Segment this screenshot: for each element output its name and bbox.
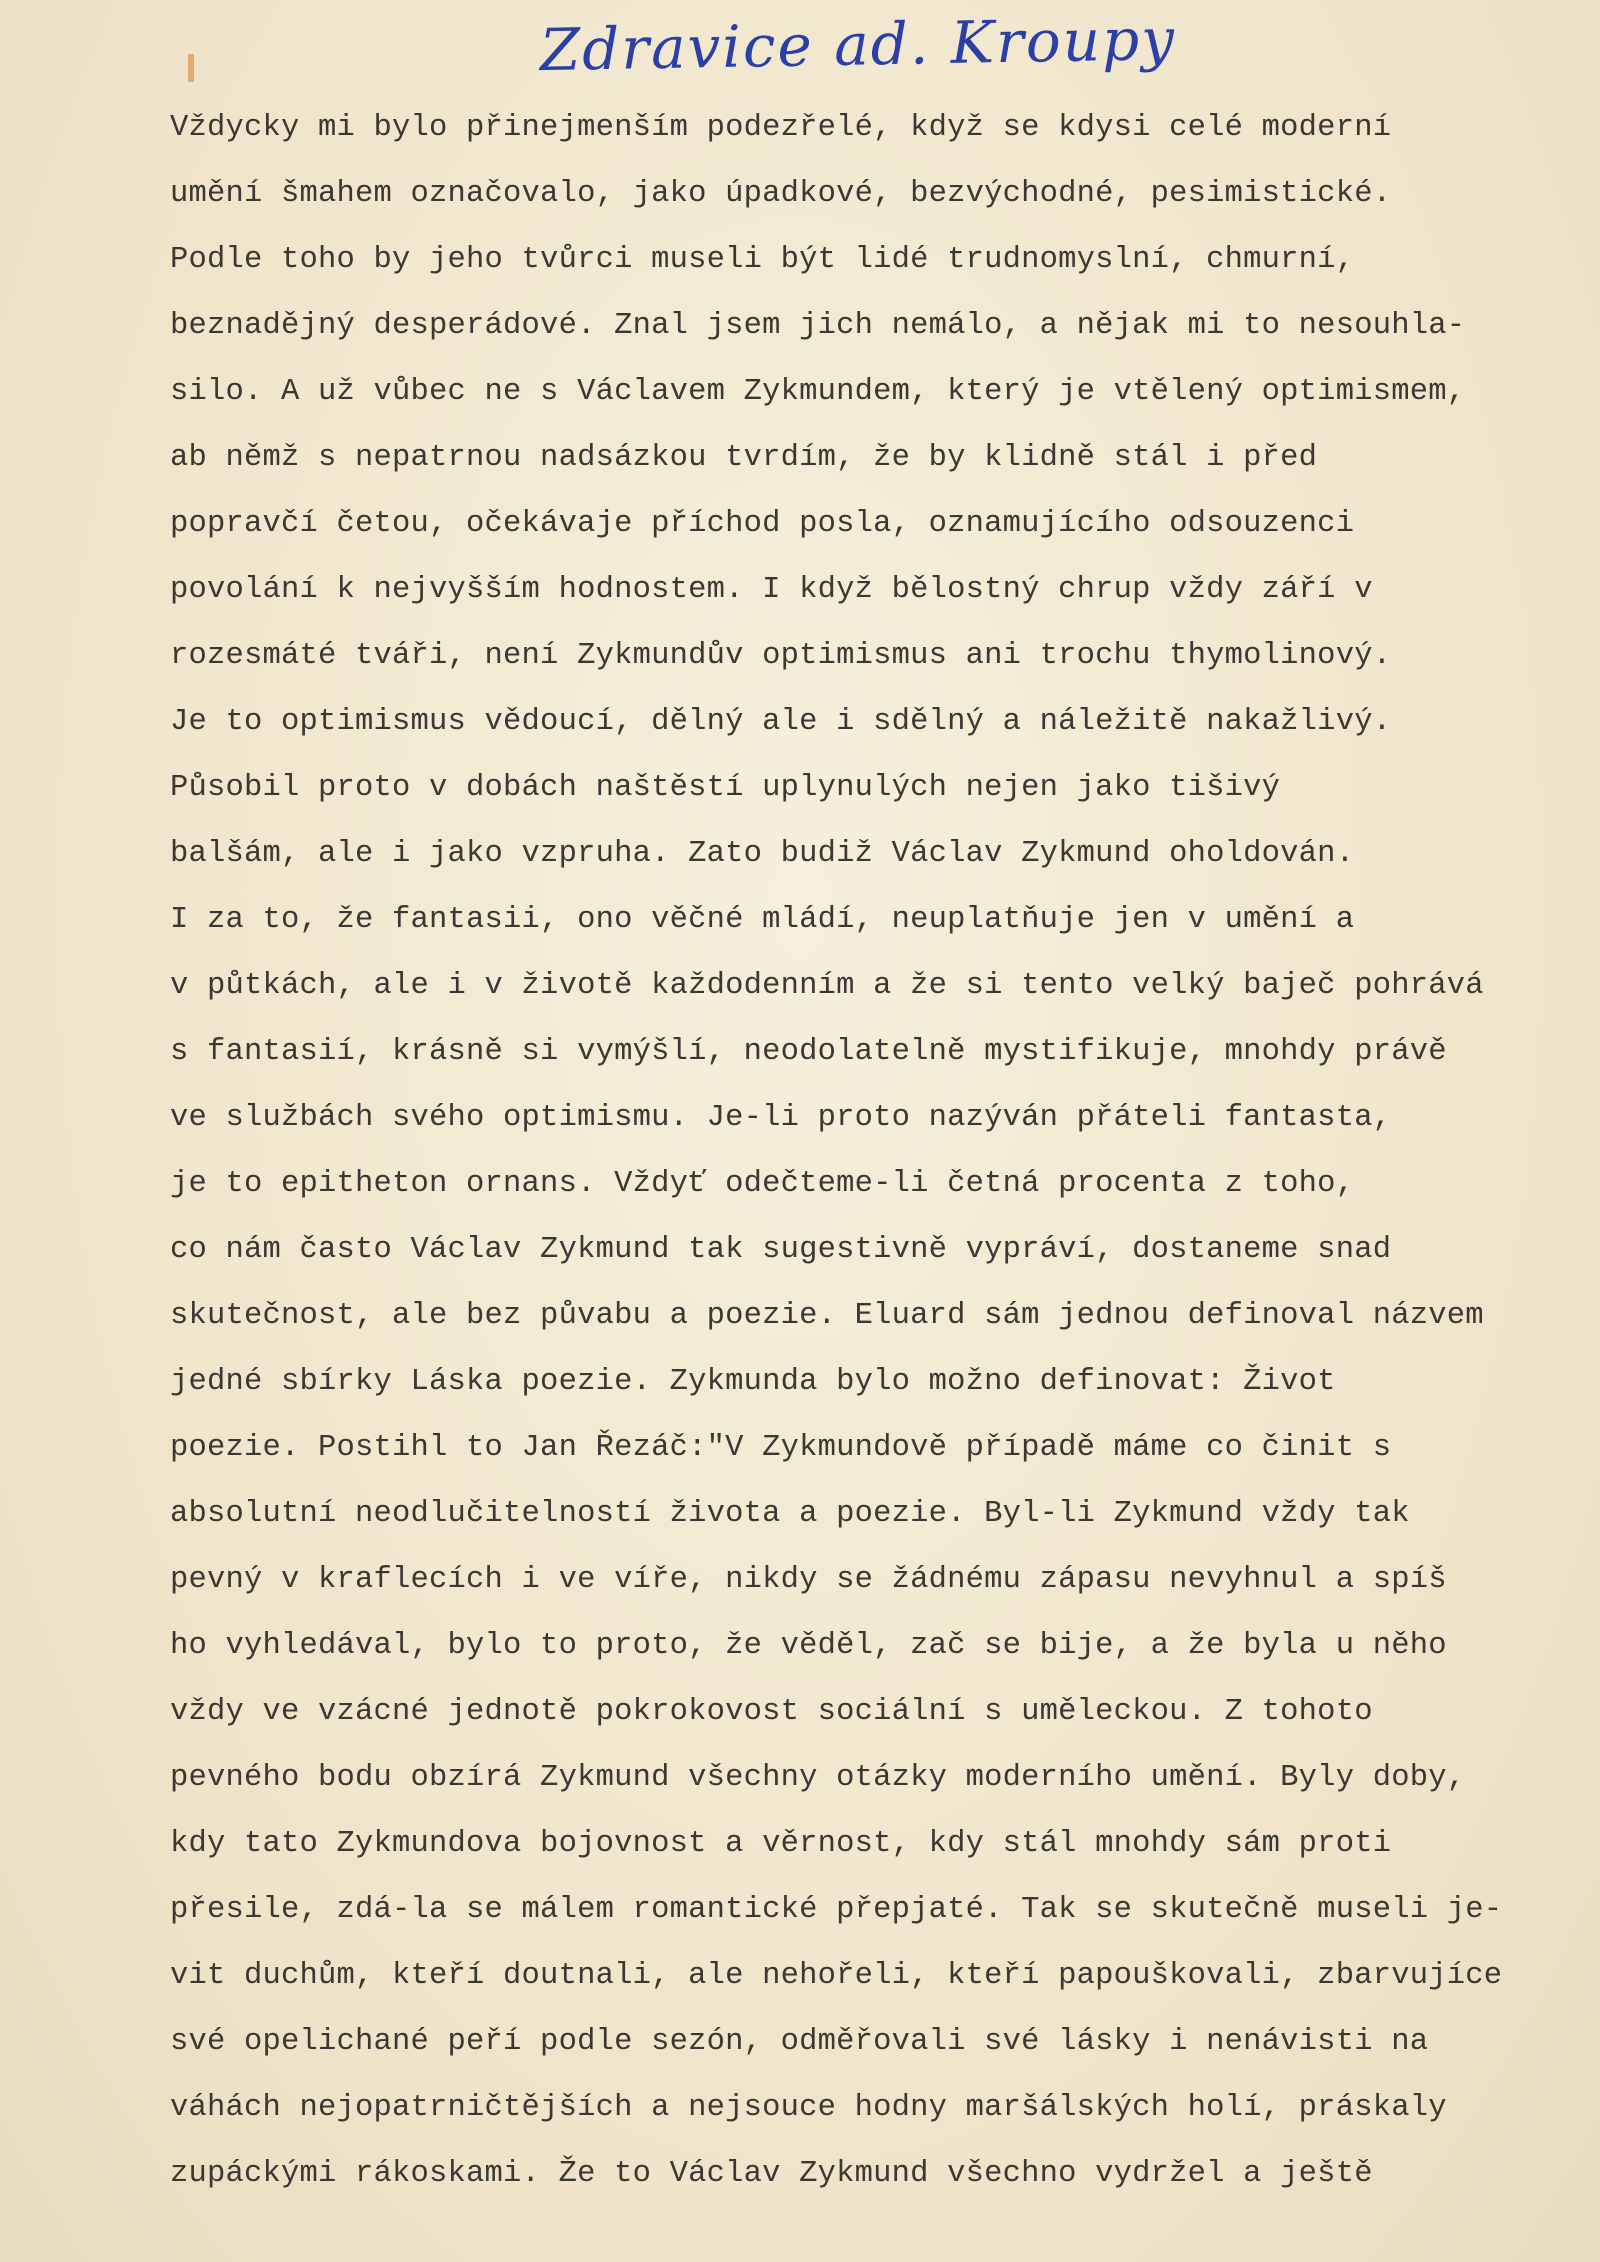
text-line: Je to optimismus vědoucí, dělný ale i sdělný a náležitě nakažlivý. [170,705,1392,739]
text-line: absolutní neodlučitelností života a poezie. Byl-li Zykmund vždy tak [170,1497,1410,1531]
text-line: ve službách svého optimismu. Je-li proto nazýván přáteli fantasta, [170,1101,1392,1135]
text-line: skutečnost, ale bez půvabu a poezie. Eluard sám jednou definoval názvem [170,1299,1484,1333]
margin-mark [188,54,194,82]
text-line: poezie. Postihl to Jan Řezáč:"V Zykmundově případě máme co činit s [170,1431,1392,1465]
text-line: ab němž s nepatrnou nadsázkou tvrdím, že by klidně stál i před [170,441,1318,475]
text-line: váhách nejopatrničtějších a nejsouce hodny maršálských holí, práskaly [170,2091,1447,2125]
text-line: vždy ve vzácné jednotě pokrokovost sociální s uměleckou. Z tohoto [170,1695,1373,1729]
text-line: silo. A už vůbec ne s Václavem Zykmundem, který je vtělený optimismem, [170,375,1466,409]
text-line: beznadějný desperádové. Znal jsem jich nemálo, a nějak mi to nesouhla- [170,309,1466,343]
text-line: je to epitheton ornans. Vždyť odečteme-li četná procenta z toho, [170,1167,1355,1201]
text-line: s fantasií, krásně si vymýšlí, neodolatelně mystifikuje, mnohdy právě [170,1035,1447,1069]
text-line: pevný v kraflecích i ve víře, nikdy se žádnému zápasu nevyhnul a spíš [170,1563,1447,1597]
text-line: Podle toho by jeho tvůrci museli být lidé trudnomyslní, chmurní, [170,243,1355,277]
text-line: balšám, ale i jako vzpruha. Zato budiž Václav Zykmund oholdován. [170,837,1355,871]
handwritten-heading: Zdravice ad. Kroupy [539,5,1177,85]
text-line: kdy tato Zykmundova bojovnost a věrnost, kdy stál mnohdy sám proti [170,1827,1392,1861]
text-line: v půtkách, ale i v životě každodenním a že si tento velký baječ pohrává [170,969,1484,1003]
text-line: I za to, že fantasii, ono věčné mládí, neuplatňuje jen v umění a [170,903,1355,937]
text-line: ho vyhledával, bylo to proto, že věděl, zač se bije, a že byla u něho [170,1629,1447,1663]
text-line: jedné sbírky Láska poezie. Zykmunda bylo možno definovat: Život [170,1365,1336,1399]
text-line: pevného bodu obzírá Zykmund všechny otázky moderního umění. Byly doby, [170,1761,1466,1795]
text-line: zupáckými rákoskami. Že to Václav Zykmund všechno vydržel a ještě [170,2157,1373,2191]
typewritten-text [170,95,1590,2207]
text-line: umění šmahem označovalo, jako úpadkové, bezvýchodné, pesimistické. [170,177,1392,211]
text-line: Vždycky mi bylo přinejmenším podezřelé, když se kdysi celé moderní [170,111,1392,145]
text-line: popravčí četou, očekávaje příchod posla, oznamujícího odsouzenci [170,507,1355,541]
text-line: rozesmáté tváři, není Zykmundův optimismus ani trochu thymolinový. [170,639,1392,673]
text-line: přesile, zdá-la se málem romantické přepjaté. Tak se skutečně museli je- [170,1893,1503,1927]
text-line: povolání k nejvyšším hodnostem. I když bělostný chrup vždy září v [170,573,1373,607]
text-line: Působil proto v dobách naštěstí uplynulých nejen jako tišivý [170,771,1281,805]
text-line: své opelichané peří podle sezón, odměřovali své lásky i nenávisti na [170,2025,1429,2059]
text-line: vit duchům, kteří doutnali, ale nehořeli, kteří papouškovali, zbarvujíce [170,1959,1503,1993]
text-line: co nám často Václav Zykmund tak sugestivně vypráví, dostaneme snad [170,1233,1392,1267]
